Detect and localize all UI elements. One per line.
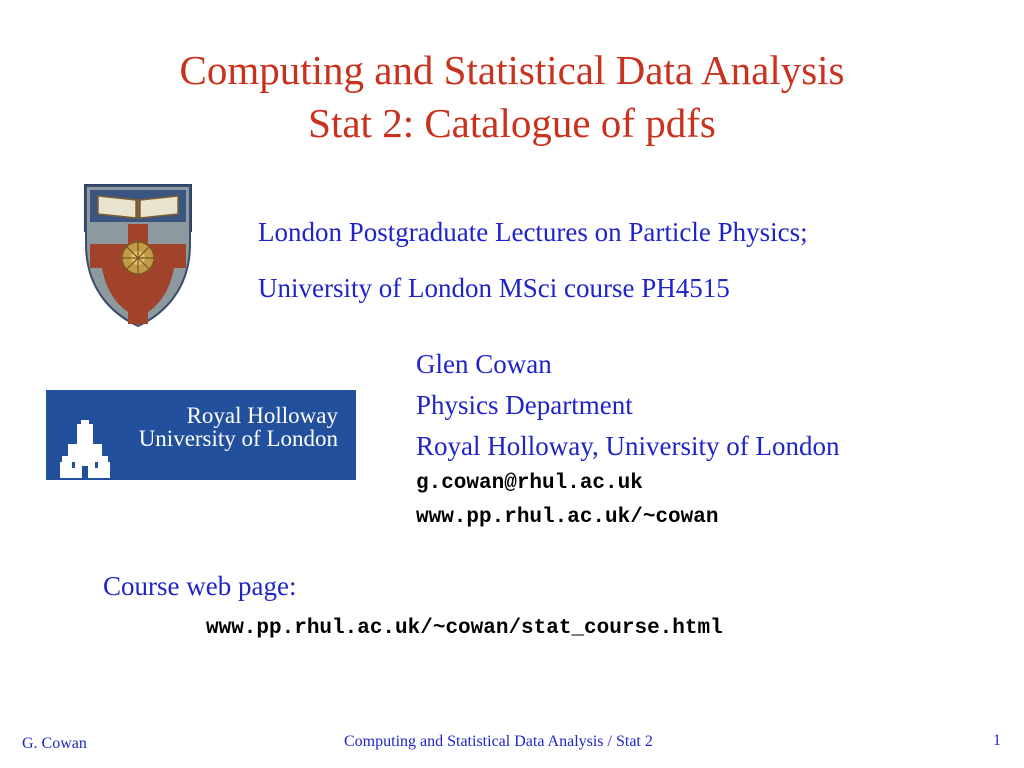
university-of-london-crest-icon bbox=[84, 184, 192, 328]
lecture-series-line-2: University of London MSci course PH4515 bbox=[258, 273, 730, 303]
rhul-line-2: University of London bbox=[138, 426, 338, 451]
author-block bbox=[416, 344, 839, 535]
slide-title bbox=[0, 44, 1024, 150]
lecture-series-info bbox=[258, 204, 808, 316]
author-department: Physics Department bbox=[416, 390, 633, 420]
royal-holloway-wordmark bbox=[112, 404, 338, 450]
author-email[interactable]: g.cowan@rhul.ac.uk bbox=[416, 472, 643, 495]
lecture-series-line-1: London Postgraduate Lectures on Particle Physics; bbox=[258, 217, 808, 247]
course-web-page-url[interactable]: www.pp.rhul.ac.uk/~cowan/stat_course.html bbox=[206, 617, 723, 640]
footer-author: G. Cowan bbox=[22, 735, 87, 752]
author-institution: Royal Holloway, University of London bbox=[416, 431, 840, 461]
title-line-2: Stat 2: Catalogue of pdfs bbox=[308, 100, 716, 146]
author-website[interactable]: www.pp.rhul.ac.uk/~cowan bbox=[416, 506, 719, 529]
author-name: Glen Cowan bbox=[416, 349, 552, 379]
page-number: 1 bbox=[993, 732, 1001, 749]
course-web-page-label: Course web page: bbox=[103, 571, 297, 601]
footer-title: Computing and Statistical Data Analysis / Stat 2 bbox=[344, 733, 653, 750]
royal-holloway-building-icon bbox=[60, 420, 110, 478]
title-line-1: Computing and Statistical Data Analysis bbox=[179, 47, 845, 93]
rhul-line-1: Royal Holloway bbox=[186, 403, 338, 428]
